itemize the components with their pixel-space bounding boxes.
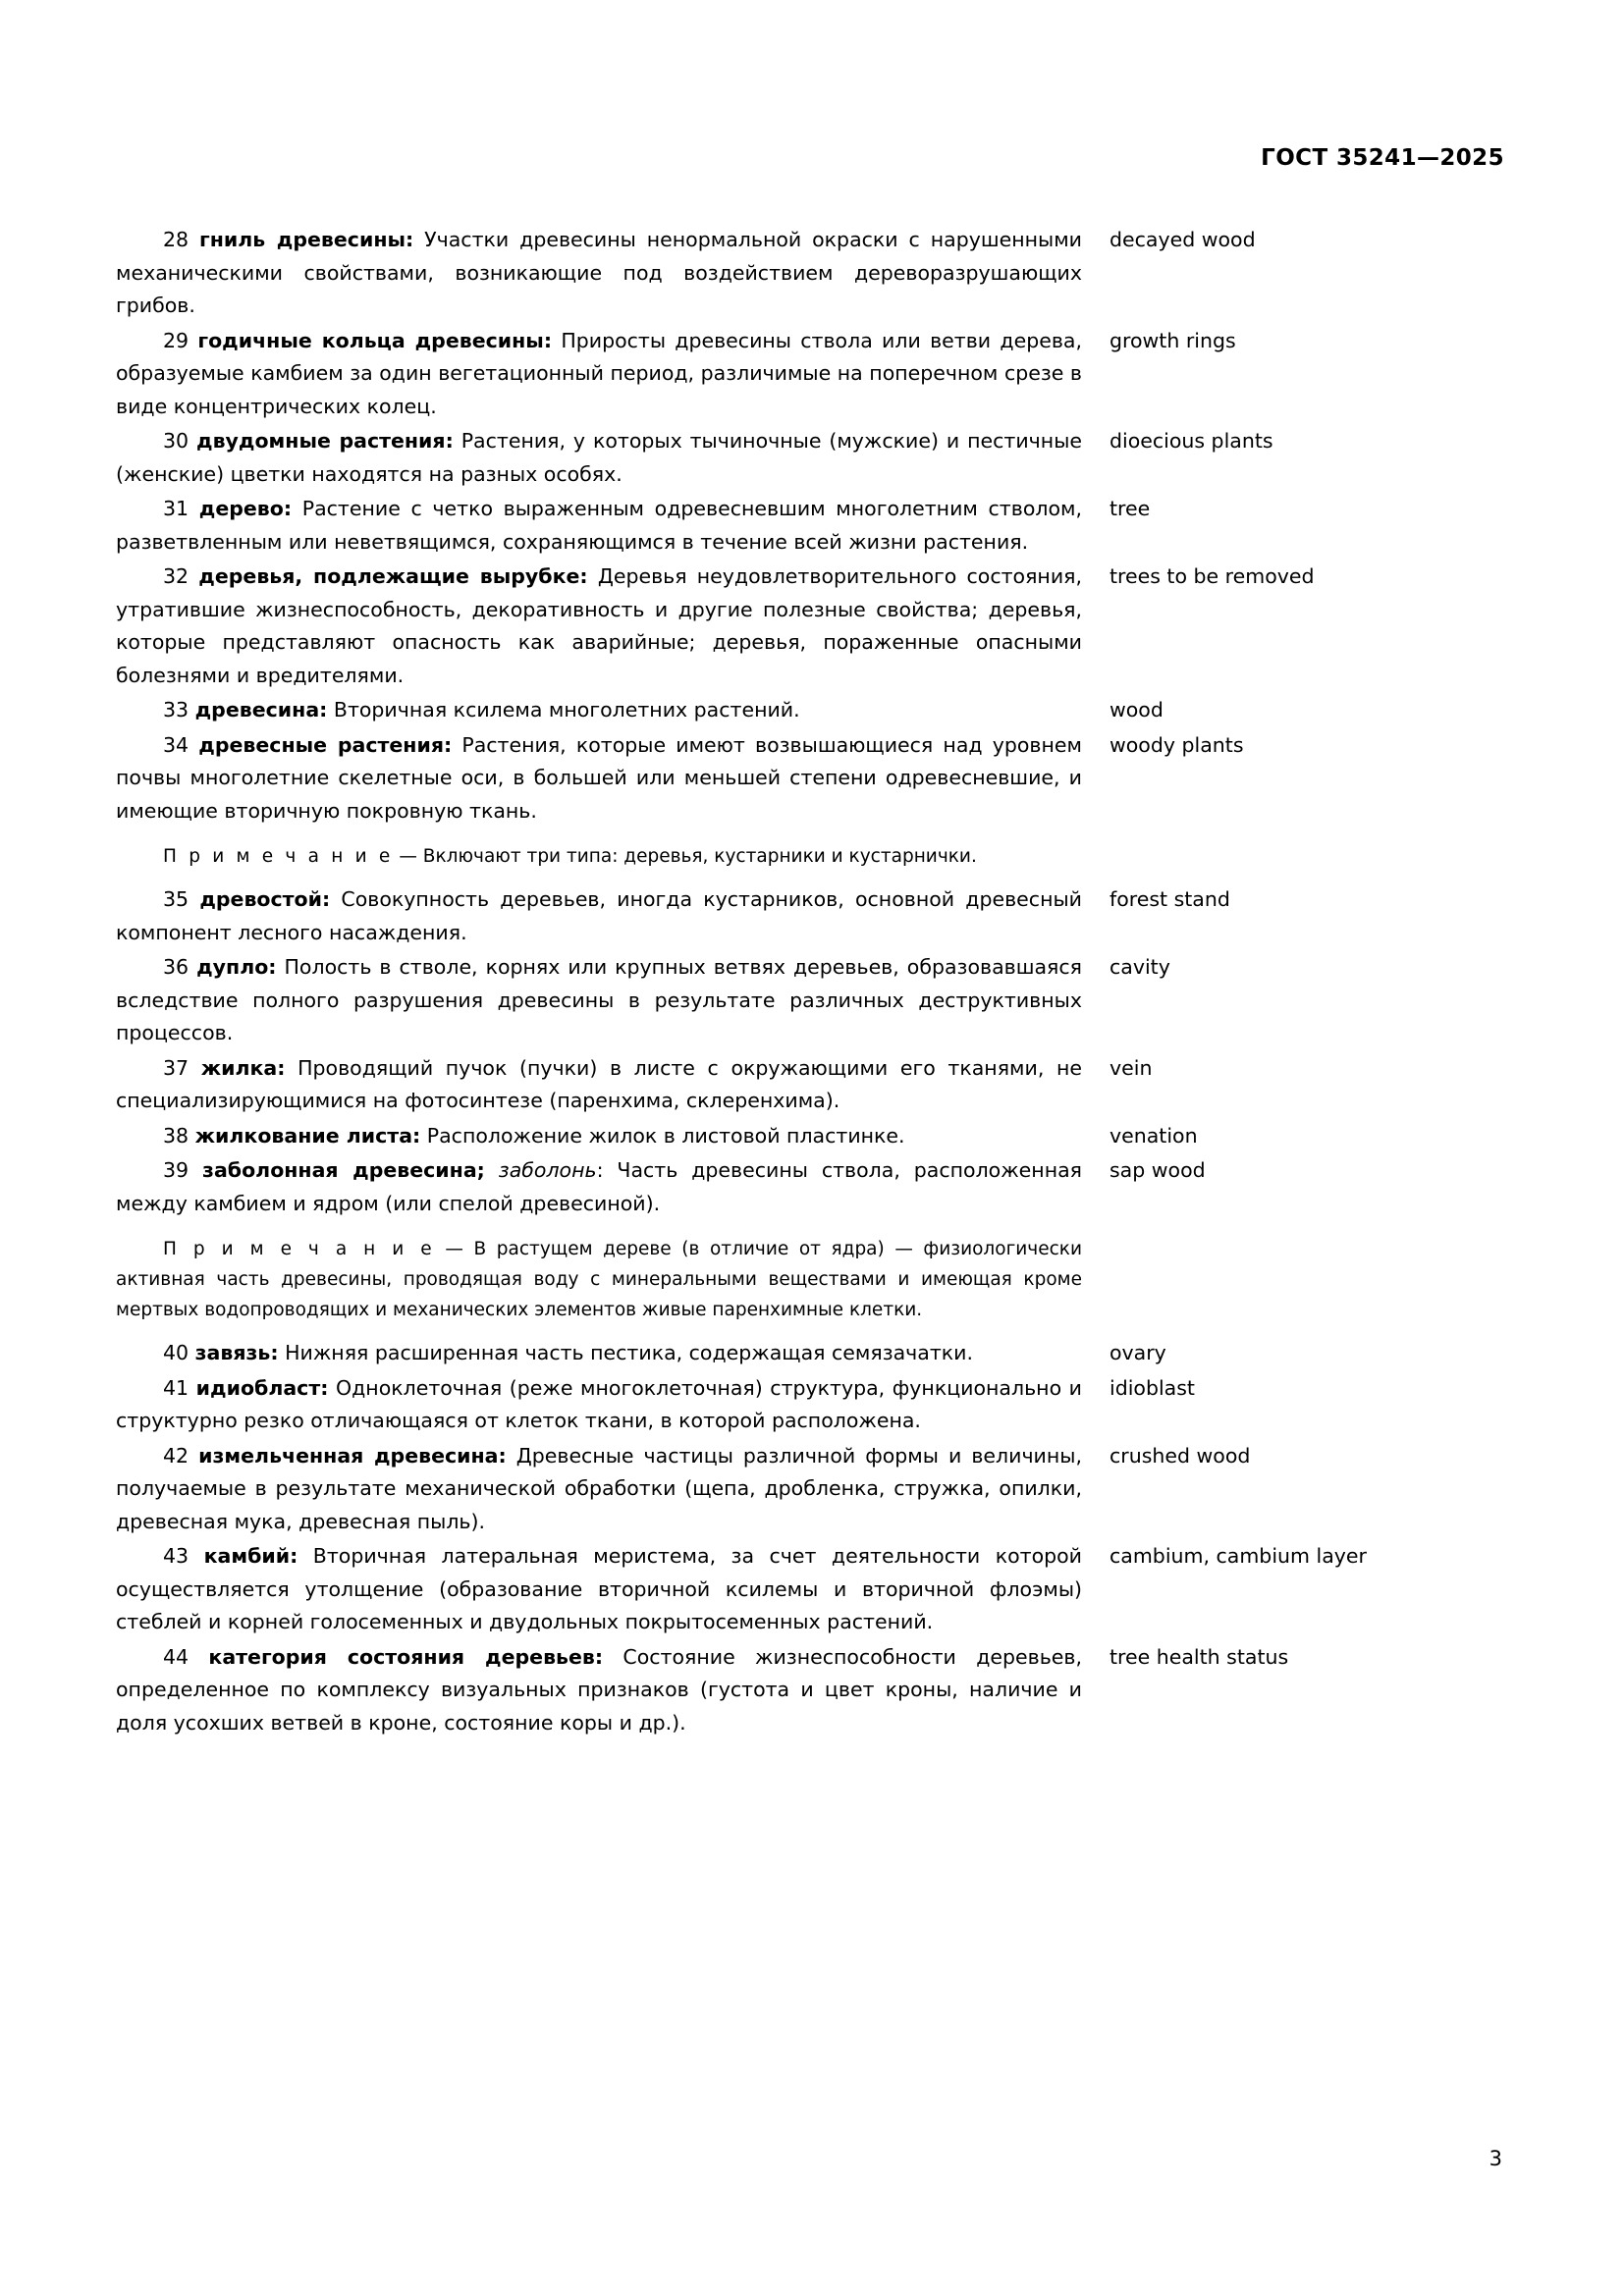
entry-term: двудомные растения:: [196, 429, 454, 453]
glossary-entry: [116, 1372, 1510, 1438]
entry-definition: Совокупность деревьев, иногда кустарников, основной древесный компонент лесного насаждения.: [116, 887, 1082, 944]
note-block: [116, 1234, 1082, 1325]
entry-english: woody plants: [1110, 732, 1244, 757]
entry-definition: Древесные частицы различной формы и величины, получаемые в результате механической обработки (щепа, дробленка, стружка, опилки, древесная мука, древесная пыль).: [116, 1443, 1082, 1533]
entry-english: growth rings: [1110, 328, 1236, 352]
glossary-entry: [116, 1337, 1510, 1370]
entry-definition: Расположение жилок в листовой пластинке.: [420, 1123, 905, 1148]
glossary-entry: [116, 1120, 1510, 1153]
glossary-entry: [116, 325, 1510, 424]
entry-english: crushed wood: [1110, 1443, 1251, 1468]
entry-english: tree: [1110, 497, 1151, 520]
entry-definition: : Часть древесины ствола, расположенная между камбием и ядром (или спелой древесиной).: [116, 1158, 1082, 1215]
glossary-entry: [116, 561, 1510, 692]
page-number: 3: [1489, 2147, 1502, 2170]
entry-definition: Состояние жизнеспособности деревьев, определенное по комплексу визуальных признаков (густота и цвет кроны, наличие и доля усохших ветвей в кроне, состояние коры и др.).: [116, 1644, 1082, 1735]
entry-term: идиобласт:: [195, 1375, 329, 1400]
entry-definition: Приросты древесины ствола или ветви дерева, образуемые камбием за один вегетационный период, различимые на поперечном срезе в виде концентрических колец.: [116, 328, 1082, 418]
entry-english: idioblast: [1110, 1375, 1195, 1400]
entry-term: дерево:: [198, 497, 293, 520]
entry-definition: Нижняя расширенная часть пестика, содержащая семязачатки.: [278, 1341, 974, 1364]
glossary-entry: [116, 883, 1510, 949]
entry-english: venation: [1110, 1123, 1198, 1148]
entry-number: 29: [163, 328, 189, 352]
entry-term: деревья, подлежащие вырубке:: [198, 564, 588, 588]
glossary-entry: [116, 224, 1510, 323]
entry-definition: Участки древесины ненормальной окраски с нарушенными механическими свойствами, возникающие под воздействием дереворазрушающих грибов.: [116, 228, 1082, 317]
entry-english: ovary: [1110, 1341, 1166, 1364]
entry-number: 38: [163, 1123, 189, 1148]
entry-definition: Растения, у которых тычиночные (мужские) и пестичные (женские) цветки находятся на разных особях.: [116, 429, 1082, 486]
entry-number: 40: [163, 1341, 189, 1364]
entry-english: sap wood: [1110, 1158, 1206, 1182]
entry-term: годичные кольца древесины:: [197, 328, 553, 352]
entry-definition: Растения, которые имеют возвышающиеся над уровнем почвы многолетние скелетные оси, в большей или меньшей степени одревесневшие, и имеющие вторичную покровную ткань.: [116, 732, 1082, 823]
entry-number: 28: [163, 228, 189, 251]
entry-definition: Полость в стволе, корнях или крупных ветвях деревьев, образовавшаяся вследствие полного разрушения древесины в результате различных деструктивных процессов.: [116, 955, 1082, 1044]
note-text: — Включают три типа: деревья, кустарники и кустарнички.: [393, 846, 977, 867]
entry-term: древостой:: [199, 887, 331, 911]
note-text: — В растущем дереве (в отличие от ядра) — физиологически активная часть древесины, проводящая воду с минеральными веществами и имеющая кроме мертвых водопроводящих и механических элементов живые паренхимные клетки.: [116, 1239, 1082, 1320]
glossary-entry: [116, 493, 1510, 559]
entry-definition: Вторичная латеральная меристема, за счет деятельности которой осуществляется утолщение (образование вторичной ксилемы и вторичной флоэмы) стеблей и корней голосеменных и двудольных покрытосеменных растений.: [116, 1544, 1082, 1633]
entry-term: жилкование листа:: [194, 1123, 421, 1148]
entry-term: измельченная древесина:: [198, 1443, 507, 1468]
entry-term: заболонная древесина;: [202, 1158, 485, 1182]
entry-number: 39: [163, 1158, 189, 1182]
entry-term: древесные растения:: [198, 732, 453, 757]
glossary-entry: [116, 1052, 1510, 1118]
entry-number: 35: [163, 887, 189, 911]
entry-english: wood: [1110, 698, 1164, 721]
glossary-entry: [116, 425, 1510, 491]
note-label: П р и м е ч а н и е: [163, 1239, 435, 1259]
entry-english: cavity: [1110, 955, 1170, 979]
glossary-content: [116, 224, 1510, 1741]
entry-definition: Растение с четко выраженным одревесневшим многолетним стволом, разветвленным или неветвящимся, сохраняющимся в течение всей жизни растения.: [116, 497, 1082, 554]
entry-number: 33: [163, 698, 189, 721]
entry-term: категория состояния деревьев:: [208, 1644, 604, 1669]
entry-english: trees to be removed: [1110, 564, 1315, 588]
glossary-entry: [116, 1154, 1510, 1220]
entry-english: vein: [1110, 1055, 1153, 1080]
entry-number: 34: [163, 732, 189, 757]
entry-term: камбий:: [203, 1544, 298, 1568]
glossary-entry: [116, 694, 1510, 727]
entry-term: гниль древесины:: [199, 228, 414, 251]
page-header: ГОСТ 35241—2025: [1261, 145, 1504, 171]
glossary-entry: [116, 1641, 1510, 1740]
entry-number: 42: [163, 1443, 189, 1468]
entry-number: 43: [163, 1544, 189, 1568]
entry-number: 30: [163, 429, 189, 453]
entry-english: dioecious plants: [1110, 429, 1273, 453]
entry-number: 44: [163, 1644, 189, 1669]
entry-number: 36: [163, 955, 189, 979]
entry-english: cambium, cambium layer: [1110, 1544, 1367, 1568]
note-label: П р и м е ч а н и е: [163, 846, 394, 867]
entry-definition: Одноклеточная (реже многоклеточная) структура, функционально и структурно резко отличающаяся от клеток ткани, в которой расположена.: [116, 1375, 1082, 1432]
glossary-entry: [116, 1540, 1510, 1639]
entry-term-synonym: заболонь: [484, 1158, 597, 1182]
entry-number: 37: [163, 1055, 189, 1080]
entry-term: завязь:: [194, 1341, 279, 1364]
entry-definition: Деревья неудовлетворительного состояния, утратившие жизнеспособность, декоративность и другие полезные свойства; деревья, которые представляют опасность как аварийные; деревья, пораженные опасными болезнями и вредителями.: [116, 564, 1082, 687]
entry-english: decayed wood: [1110, 228, 1256, 251]
entry-number: 32: [163, 564, 189, 588]
note-block: [116, 841, 1082, 872]
entry-term: древесина:: [194, 698, 328, 721]
entry-definition: Вторичная ксилема многолетних растений.: [327, 698, 800, 721]
entry-number: 31: [163, 497, 189, 520]
entry-term: дупло:: [196, 955, 277, 979]
glossary-entry: [116, 1440, 1510, 1539]
entry-definition: Проводящий пучок (пучки) в листе с окружающими его тканями, не специализирующимися на фотосинтезе (паренхима, склеренхима).: [116, 1055, 1082, 1112]
entry-term: жилка:: [200, 1055, 286, 1080]
entry-number: 41: [163, 1375, 189, 1400]
entry-english: forest stand: [1110, 887, 1230, 911]
entry-english: tree health status: [1110, 1644, 1289, 1669]
glossary-entry: [116, 951, 1510, 1050]
glossary-entry: [116, 729, 1510, 828]
